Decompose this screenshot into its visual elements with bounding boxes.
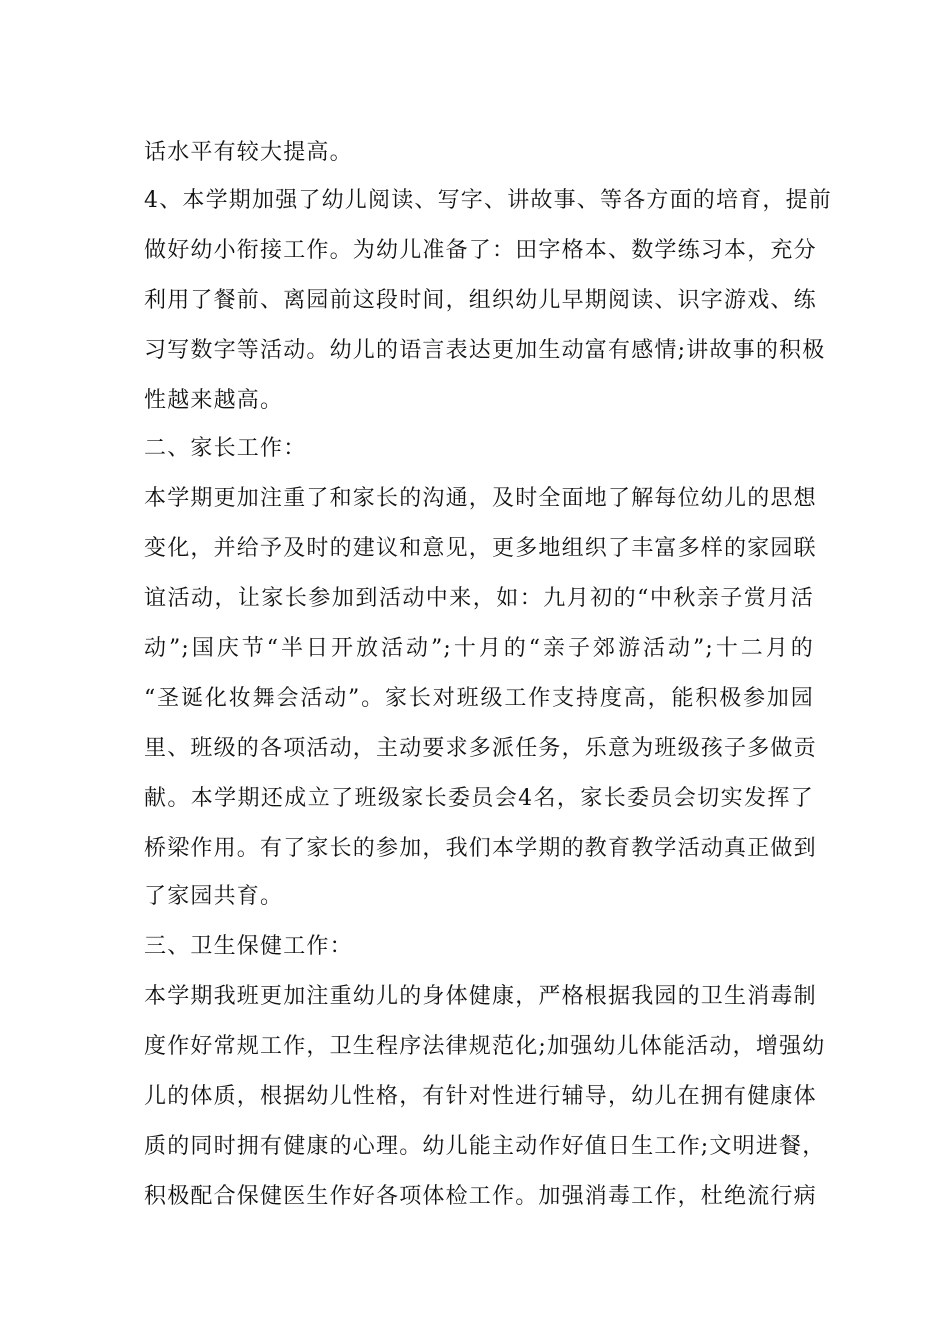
section-heading: 二、家长工作：	[144, 436, 307, 461]
paragraph-line: 儿的体质，根据幼儿性格，有针对性进行辅导，幼儿在拥有健康体	[144, 1084, 817, 1109]
paragraph-line: 习写数字等活动。幼儿的语言表达更加生动富有感情;讲故事的积极	[144, 338, 826, 363]
paragraph-line: “圣诞化妆舞会活动”。家长对班级工作支持度高，能积极参加园	[144, 686, 814, 711]
paragraph-line: 变化，并给予及时的建议和意见，更多地组织了丰富多样的家园联	[144, 536, 817, 561]
paragraph-line: 桥梁作用。有了家长的参加，我们本学期的教育教学活动真正做到	[144, 836, 817, 861]
paragraph-line: 性越来越高。	[144, 388, 284, 413]
paragraph-line: 做好幼小衔接工作。为幼儿准备了：田字格本、数学练习本，充分	[144, 238, 817, 263]
paragraph-line: 度作好常规工作，卫生程序法律规范化;加强幼儿体能活动，增强幼	[144, 1034, 826, 1059]
paragraph-line: 了家园共育。	[144, 884, 284, 909]
paragraph-line: 4、本学期加强了幼儿阅读、写字、讲故事、等各方面的培育，提前	[144, 188, 832, 213]
paragraph-line: 积极配合保健医生作好各项体检工作。加强消毒工作，杜绝流行病	[144, 1184, 817, 1209]
paragraph-line: 质的同时拥有健康的心理。幼儿能主动作好值日生工作;文明进餐，	[144, 1134, 826, 1159]
paragraph-line: 动”;国庆节“半日开放活动”;十月的“亲子郊游活动”;十二月的	[144, 636, 814, 661]
paragraph-line: 献。本学期还成立了班级家长委员会4名，家长委员会切实发挥了	[144, 786, 814, 811]
section-heading: 三、卫生保健工作：	[144, 934, 353, 959]
paragraph-line: 里、班级的各项活动，主动要求多派任务，乐意为班级孩子多做贡	[144, 736, 817, 761]
paragraph-line: 谊活动，让家长参加到活动中来，如：九月初的“中秋亲子赏月活	[144, 586, 814, 611]
paragraph-line: 本学期我班更加注重幼儿的身体健康，严格根据我园的卫生消毒制	[144, 984, 817, 1009]
paragraph-line: 本学期更加注重了和家长的沟通，及时全面地了解每位幼儿的思想	[144, 486, 817, 511]
paragraph-line: 利用了餐前、离园前这段时间，组织幼儿早期阅读、识字游戏、练	[144, 288, 817, 313]
paragraph-line: 话水平有较大提高。	[144, 140, 353, 165]
